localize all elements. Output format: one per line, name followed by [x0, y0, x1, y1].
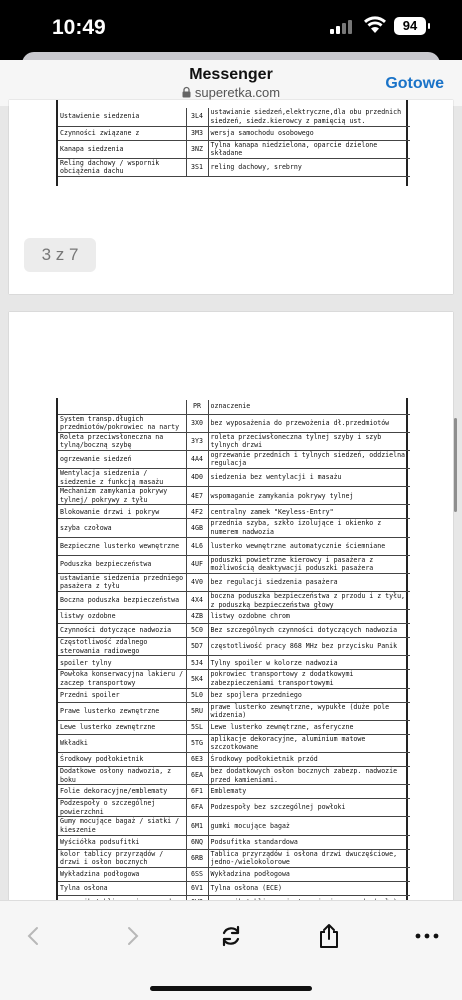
- option-description: Tylna kanapa niedzielona, oparcie dzielone składane: [208, 140, 410, 158]
- option-code: 5D7: [186, 638, 208, 656]
- option-description: bez wyposażenia do przewożenia dł.przedmiotów: [208, 414, 410, 432]
- option-name: Dodatkowe osłony nadwozia, z boku: [58, 766, 186, 784]
- back-arrow-icon: [26, 926, 40, 946]
- option-code: 3M3: [186, 126, 208, 140]
- option-description: boczna poduszka bezpieczeństwa z przodu i z tyłu, z poduszką bezpieczeństwa głowy: [208, 592, 410, 610]
- option-name: Wentylacja siedzenia / siedzenie z funkcją masażu: [58, 469, 186, 487]
- lock-icon: [182, 87, 191, 98]
- table-row: [58, 638, 410, 656]
- option-code: 6V1: [186, 881, 208, 895]
- table-row: [58, 450, 410, 468]
- table-row: [58, 555, 410, 573]
- option-name: Folie dekoracyjne/emblematy: [58, 785, 186, 799]
- option-code: 6SS: [186, 867, 208, 881]
- option-code: 5K4: [186, 670, 208, 688]
- done-button[interactable]: Gotowe: [385, 75, 444, 92]
- option-description: Lewe lusterko zewnętrzne, asferyczne: [208, 720, 410, 734]
- status-bar: [0, 0, 462, 54]
- option-name: Lewe lusterko zewnętrzne: [58, 720, 186, 734]
- table-row: [58, 592, 410, 610]
- table-row: [58, 720, 410, 734]
- table-row: [58, 835, 410, 849]
- option-description: Tylny spoiler w kolorze nadwozia: [208, 656, 410, 670]
- forward-button[interactable]: [116, 919, 150, 953]
- table-row: [58, 505, 410, 519]
- table-row: [58, 108, 410, 126]
- spec-table-page1: [58, 108, 410, 177]
- option-code: 6M1: [186, 817, 208, 835]
- share-icon: [318, 923, 340, 949]
- option-description: poduszki powietrzne kierowcy i pasażera z możliwością deaktywacji poduszki pasażera: [208, 555, 410, 573]
- table-row: [58, 702, 410, 720]
- more-icon: [415, 933, 439, 939]
- cellular-signal-icon: [330, 20, 354, 34]
- option-code: 6RB: [186, 849, 208, 867]
- more-button[interactable]: [410, 919, 444, 953]
- option-code: 4V0: [186, 573, 208, 591]
- table-row: [58, 126, 410, 140]
- option-description: Tylna osłona (ECE): [208, 881, 410, 895]
- table-row: [58, 734, 410, 752]
- option-code: 4ZB: [186, 610, 208, 624]
- option-name: Kanapa siedzenia: [58, 140, 186, 158]
- table-row: [58, 849, 410, 867]
- table-row: [58, 610, 410, 624]
- option-description: Podzespoły bez szczególnej powłoki: [208, 799, 410, 817]
- option-code: 5L0: [186, 688, 208, 702]
- option-code: 6NQ: [186, 835, 208, 849]
- option-description: siedzenia bez wentylacji i masażu: [208, 469, 410, 487]
- option-code: 3L4: [186, 108, 208, 126]
- option-code: 5C0: [186, 624, 208, 638]
- option-description: Emblematy: [208, 785, 410, 799]
- option-description: roleta przeciwsłoneczna tylnej szyby i szyb tylnych drzwi: [208, 432, 410, 450]
- table-row: [58, 469, 410, 487]
- table-row: [58, 400, 410, 414]
- option-description: bez spojlera przedniego: [208, 688, 410, 702]
- option-code: 4X4: [186, 592, 208, 610]
- option-description: Podsufitka standardowa: [208, 835, 410, 849]
- option-code: 5RU: [186, 702, 208, 720]
- option-name: Częstotliwość zdalnego sterowania radiowego: [58, 638, 186, 656]
- table-row: [58, 158, 410, 176]
- option-description: aplikacje dekoracyjne, aluminium matowe szczotkowane: [208, 734, 410, 752]
- option-name: Mechanizm zamykania pokrywy tylnej/ pokrywy z tyłu: [58, 487, 186, 505]
- spec-table-page2: [58, 400, 410, 910]
- browser-sheet: [0, 60, 462, 1000]
- scroll-indicator[interactable]: [454, 418, 457, 512]
- option-name: Roleta przeciwsłoneczna na tylną/boczną szybę: [58, 432, 186, 450]
- option-description: pokrowiec transportowy z dodatkowymi zabezpieczeniami transportowymi: [208, 670, 410, 688]
- option-description: częstotliwość pracy 868 MHz bez przycisku Panik: [208, 638, 410, 656]
- table-row: [58, 867, 410, 881]
- option-name: Wykładzina podłogowa: [58, 867, 186, 881]
- option-name: [58, 400, 186, 414]
- table-row: [58, 487, 410, 505]
- table-row: [58, 688, 410, 702]
- option-name: Poduszka bezpieczeństwa: [58, 555, 186, 573]
- option-name: Prawe lusterko zewnętrzne: [58, 702, 186, 720]
- option-description: wersja samochodu osobowego: [208, 126, 410, 140]
- option-code: 6EA: [186, 766, 208, 784]
- option-description: oznaczenie: [208, 400, 410, 414]
- document-viewer[interactable]: [0, 106, 462, 900]
- option-code: 5J4: [186, 656, 208, 670]
- option-name: Reling dachowy / wspornik obciążenia dachu: [58, 158, 186, 176]
- option-name: Blokowanie drzwi i pokryw: [58, 505, 186, 519]
- option-name: Bezpieczne lusterko wewnętrzne: [58, 537, 186, 555]
- option-name: szyba czołowa: [58, 519, 186, 537]
- option-description: Wykładzina podłogowa: [208, 867, 410, 881]
- option-description: ogrzewanie przednich i tylnych siedzeń, oddzielna regulacja: [208, 450, 410, 468]
- option-code: 4GB: [186, 519, 208, 537]
- nav-title: Messenger: [189, 66, 273, 83]
- table-row: [58, 817, 410, 835]
- option-name: Gumy mocujące bagaż / siatki / kieszenie: [58, 817, 186, 835]
- table-row: [58, 670, 410, 688]
- option-name: Boczna poduszka bezpieczeństwa: [58, 592, 186, 610]
- option-code: 3S1: [186, 158, 208, 176]
- option-code: 6E3: [186, 752, 208, 766]
- option-description: centralny zamek "Keyless-Entry": [208, 505, 410, 519]
- table-row: [58, 656, 410, 670]
- option-description: bez dodatkowych osłon bocznych zabezp. nadwozie przed kamieniami.: [208, 766, 410, 784]
- option-name: System transp.długich przedmiotów/pokrowiec na narty: [58, 414, 186, 432]
- option-code: 4UF: [186, 555, 208, 573]
- option-name: Czynności związane z: [58, 126, 186, 140]
- option-description: Tablica przyrządów i osłona drzwi dwuczęściowe, jedno-/wielokolorowe: [208, 849, 410, 867]
- option-name: Wkładki: [58, 734, 186, 752]
- option-code: 4F2: [186, 505, 208, 519]
- table-row: [58, 519, 410, 537]
- share-button[interactable]: [312, 919, 346, 953]
- option-name: Wyściółka podsufitki: [58, 835, 186, 849]
- option-code: 3X0: [186, 414, 208, 432]
- reload-button[interactable]: [214, 919, 248, 953]
- table-row: [58, 573, 410, 591]
- option-description: Bez szczególnych czynności dotyczących nadwozia: [208, 624, 410, 638]
- table-row: [58, 140, 410, 158]
- table-row: [58, 624, 410, 638]
- option-description: prawe lusterko zewnętrzne, wypukłe (duże pole widzenia): [208, 702, 410, 720]
- option-description: Środkowy podłokietnik przód: [208, 752, 410, 766]
- option-name: ogrzewanie siedzeń: [58, 450, 186, 468]
- back-button[interactable]: [16, 919, 50, 953]
- option-code: 3Y3: [186, 432, 208, 450]
- forward-arrow-icon: [126, 926, 140, 946]
- option-description: listwy ozdobne chrom: [208, 610, 410, 624]
- table-row: [58, 414, 410, 432]
- bottom-toolbar: [0, 900, 462, 1000]
- table-row: [58, 432, 410, 450]
- status-time: 10:49: [52, 16, 106, 39]
- option-description: gumki mocujące bagaż: [208, 817, 410, 835]
- option-name: spoiler tylny: [58, 656, 186, 670]
- table-row: [58, 785, 410, 799]
- option-name: Tylna osłona: [58, 881, 186, 895]
- option-code: PR: [186, 400, 208, 414]
- option-code: 5TG: [186, 734, 208, 752]
- option-description: wspomaganie zamykania pokrywy tylnej: [208, 487, 410, 505]
- option-code: 6FA: [186, 799, 208, 817]
- option-name: Czynności dotyczące nadwozia: [58, 624, 186, 638]
- table-row: [58, 537, 410, 555]
- option-name: Ustawienie siedzenia: [58, 108, 186, 126]
- option-code: 4L6: [186, 537, 208, 555]
- option-name: ustawianie siedzenia przedniego pasażera z tyłu: [58, 573, 186, 591]
- option-name: kolor tablicy przyrządów / drzwi i osłon bocznych: [58, 849, 186, 867]
- page-indicator: 3 z 7: [24, 238, 96, 272]
- option-name: Środkowy podłokietnik: [58, 752, 186, 766]
- table-row: [58, 799, 410, 817]
- option-code: 6F1: [186, 785, 208, 799]
- option-code: 3NZ: [186, 140, 208, 158]
- option-code: 4D0: [186, 469, 208, 487]
- option-code: 5SL: [186, 720, 208, 734]
- option-description: ustawianie siedzeń,elektryczne,dla obu przednich siedzeń, siedz.kierowcy z pamięcią ust.: [208, 108, 410, 126]
- table-row: [58, 752, 410, 766]
- option-name: Przedni spoiler: [58, 688, 186, 702]
- option-name: listwy ozdobne: [58, 610, 186, 624]
- table-row: [58, 881, 410, 895]
- option-description: bez regulacji siedzenia pasażera: [208, 573, 410, 591]
- document-page: [9, 312, 453, 934]
- home-indicator: [150, 986, 312, 991]
- reload-icon: [219, 924, 243, 948]
- option-name: Podzespoły o szczególnej powierzchni: [58, 799, 186, 817]
- url-text: superetka.com: [194, 85, 281, 100]
- option-code: 4E7: [186, 487, 208, 505]
- option-description: lusterko wewnętrzne automatycznie ściemniane: [208, 537, 410, 555]
- option-description: reling dachowy, srebrny: [208, 158, 410, 176]
- option-code: 4A4: [186, 450, 208, 468]
- option-description: przednia szyba, szkło izolujące i okienko z numerem nadwozia: [208, 519, 410, 537]
- option-name: Powłoka konserwacyjna lakieru / zaczep transportowy: [58, 670, 186, 688]
- wifi-icon: [364, 16, 386, 34]
- table-row: [58, 766, 410, 784]
- battery-icon: 94: [394, 17, 426, 35]
